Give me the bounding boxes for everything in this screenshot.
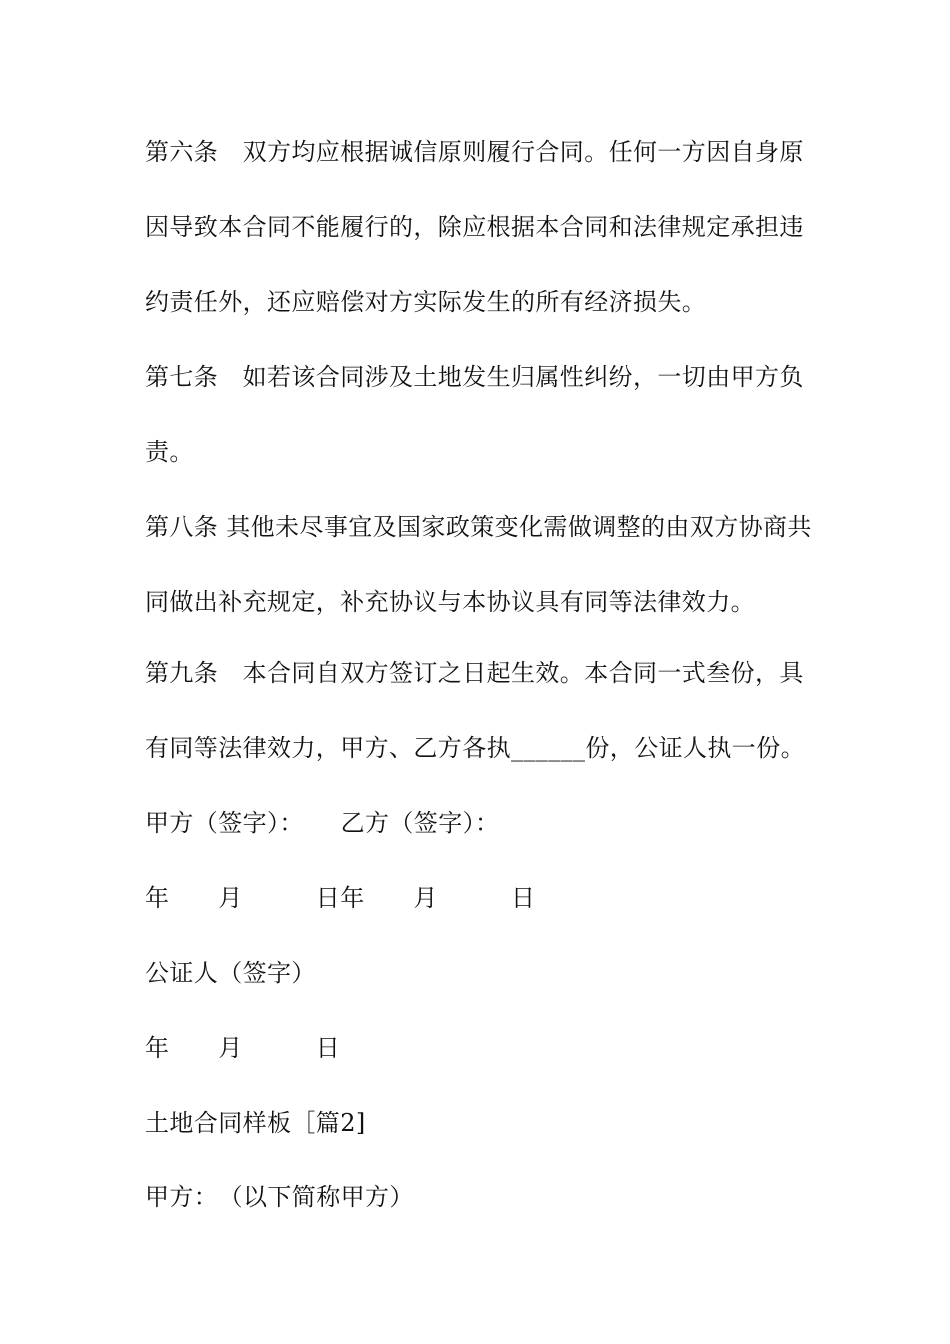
article-9-line-2: 有同等法律效力，甲方、乙方各执______份，公证人执一份。 — [145, 734, 805, 762]
article-8-line-2: 同做出补充规定，补充协议与本协议具有同等法律效力。 — [145, 588, 755, 616]
notary-signature-line: 公证人（签字） — [145, 959, 316, 987]
article-7-line-1: 第七条 如若该合同涉及土地发生归属性纠纷，一切由甲方负 — [145, 363, 804, 391]
article-6-line-2: 因导致本合同不能履行的，除应根据本合同和法律规定承担违 — [145, 213, 804, 241]
article-6-line-1: 第六条 双方均应根据诚信原则履行合同。任何一方因自身原 — [145, 138, 804, 166]
date-line-notary: 年 月 日 — [145, 1034, 341, 1062]
article-6-line-3: 约责任外，还应赔偿对方实际发生的所有经济损失。 — [145, 288, 707, 316]
signature-line: 甲方（签字）： 乙方（签字）： — [145, 809, 500, 837]
article-8-line-1: 第八条 其他未尽事宜及国家政策变化需做调整的由双方协商共 — [145, 513, 812, 541]
article-7-line-2: 责。 — [145, 438, 194, 466]
article-9-line-1: 第九条 本合同自双方签订之日起生效。本合同一式叁份，具 — [145, 659, 804, 687]
section-heading: 土地合同样板［篇2] — [145, 1109, 366, 1137]
party-a-line: 甲方： （以下简称甲方） — [145, 1183, 414, 1211]
date-line-parties: 年 月 日年 月 日 — [145, 884, 536, 912]
